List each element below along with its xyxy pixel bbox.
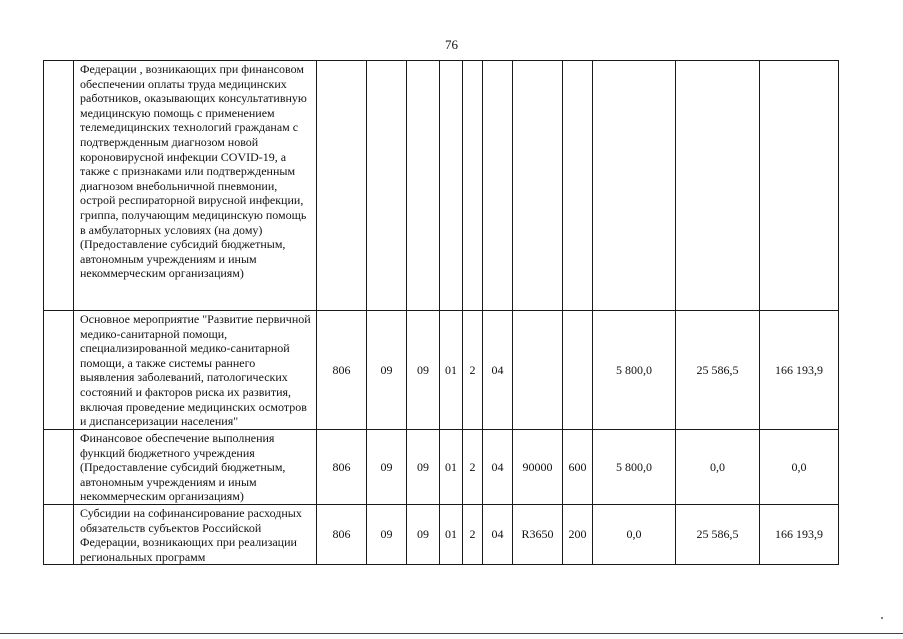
ministry-code-cell: 806 [317, 504, 367, 564]
row-name-cell: Федерации , возникающих при финансовом обеспечении оплаты труда медицинских работников, оказывающих консультативную медицинскую помощь с применением телемедицинских технологий гражданам с подтвержденным диагнозом новой короновирусной инфекции COVID-19, а также с признаками или подтвержденным диагнозом внебольничной пневмонии, острой респираторной вирусной инфекции, гриппа, получающим медицинскую помощь в амбулаторных условиях (на дому) (Предоставление субсидий бюджетным, автономным учреждениям и иным некоммерческим организациям) [74, 61, 317, 311]
ministry-code-cell: 806 [317, 311, 367, 430]
amount-1-cell: 0,0 [593, 504, 676, 564]
subprogram-code-cell: 2 [463, 311, 483, 430]
amount-3-cell [760, 61, 839, 311]
event-code-cell [483, 61, 513, 311]
amount-1-cell: 5 800,0 [593, 430, 676, 505]
expense-type-cell [563, 61, 593, 311]
row-number-cell [44, 430, 74, 505]
table-row [44, 61, 839, 311]
subprogram-code-cell: 2 [463, 504, 483, 564]
subsection-code-cell: 09 [407, 430, 440, 505]
expense-type-cell [563, 311, 593, 430]
row-name-cell: Основное мероприятие "Развитие первичной медико-санитарной помощи, специализированной медико-санитарной помощи, а также системы раннего выявления заболеваний, патологических состояний и факторов риска их развития, включая проведение медицинских осмотров и диспансеризации населения" [74, 311, 317, 430]
program-code-cell [440, 61, 463, 311]
amount-2-cell [676, 61, 760, 311]
section-code-cell: 09 [367, 311, 407, 430]
table-row [44, 311, 839, 430]
table-row [44, 430, 839, 505]
subsection-code-cell: 09 [407, 311, 440, 430]
event-code-cell: 04 [483, 504, 513, 564]
section-code-cell: 09 [367, 504, 407, 564]
row-name-cell: Субсидии на софинансирование расходных обязательств субъектов Российской Федерации, возникающих при реализации региональных программ [74, 504, 317, 564]
program-code-cell: 01 [440, 311, 463, 430]
amount-2-cell: 25 586,5 [676, 311, 760, 430]
event-code-cell: 04 [483, 430, 513, 505]
subsection-code-cell: 09 [407, 504, 440, 564]
amount-1-cell [593, 61, 676, 311]
program-code-cell: 01 [440, 430, 463, 505]
page-bottom-edge [0, 633, 903, 634]
scan-speck [881, 617, 883, 619]
row-number-cell [44, 61, 74, 311]
subprogram-code-cell: 2 [463, 430, 483, 505]
expense-type-cell: 600 [563, 430, 593, 505]
amount-1-cell: 5 800,0 [593, 311, 676, 430]
direction-code-cell: R3650 [513, 504, 563, 564]
row-name-cell: Финансовое обеспечение выполнения функций бюджетного учреждения (Предоставление субсидий бюджетным, автономным учреждениям и иным некоммерческим организациям) [74, 430, 317, 505]
direction-code-cell [513, 61, 563, 311]
budget-table [43, 60, 839, 565]
expense-type-cell: 200 [563, 504, 593, 564]
ministry-code-cell [317, 61, 367, 311]
amount-2-cell: 0,0 [676, 430, 760, 505]
event-code-cell: 04 [483, 311, 513, 430]
subprogram-code-cell [463, 61, 483, 311]
direction-code-cell: 90000 [513, 430, 563, 505]
page-number: 76 [445, 37, 458, 52]
row-number-cell [44, 504, 74, 564]
program-code-cell: 01 [440, 504, 463, 564]
ministry-code-cell: 806 [317, 430, 367, 505]
row-number-cell [44, 311, 74, 430]
amount-3-cell: 0,0 [760, 430, 839, 505]
amount-2-cell: 25 586,5 [676, 504, 760, 564]
subsection-code-cell [407, 61, 440, 311]
amount-3-cell: 166 193,9 [760, 311, 839, 430]
section-code-cell [367, 61, 407, 311]
amount-3-cell: 166 193,9 [760, 504, 839, 564]
section-code-cell: 09 [367, 430, 407, 505]
table-row [44, 504, 839, 564]
direction-code-cell [513, 311, 563, 430]
